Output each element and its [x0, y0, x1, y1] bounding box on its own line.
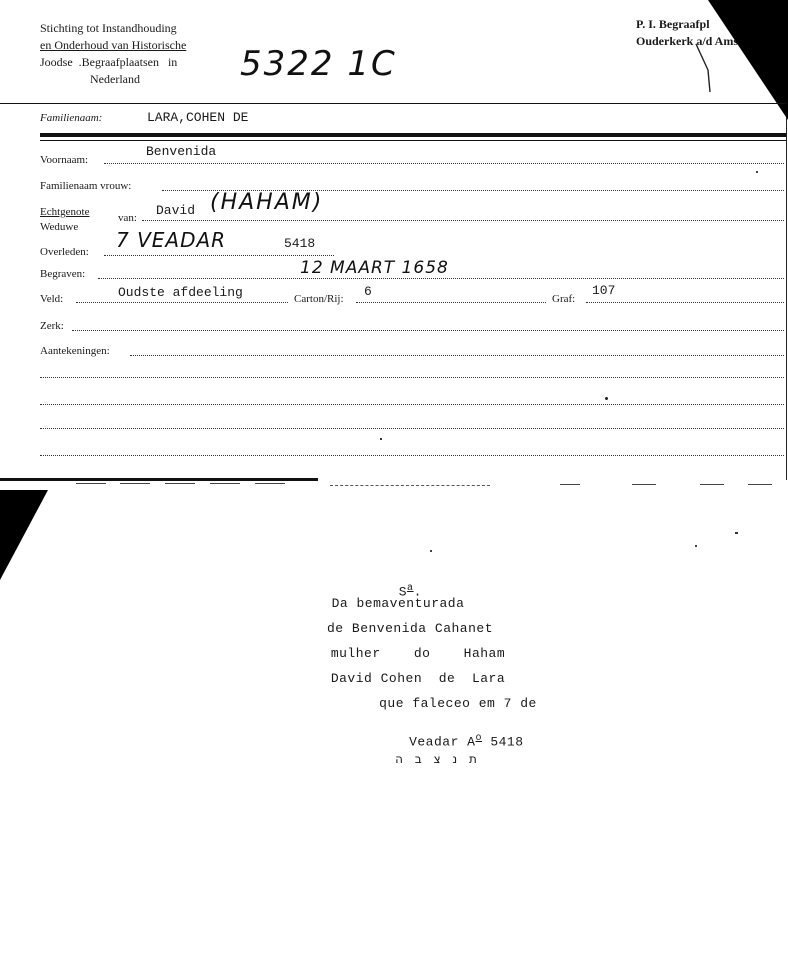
scan-edge-dash-4	[210, 483, 240, 484]
inscription-dot: .	[413, 584, 422, 600]
voornaam-line	[104, 163, 784, 164]
veld-value: Oudste afdeeling	[118, 285, 243, 300]
familienaam-value: LARA,COHEN DE	[147, 110, 249, 125]
van-label: van:	[118, 212, 137, 224]
graf-value: 107	[592, 283, 616, 298]
zerk-line	[72, 330, 784, 331]
cemetery-location: Ouderkerk a/d Amst	[636, 34, 743, 48]
voornaam-value: Benvenida	[146, 144, 217, 159]
carton-value: 6	[364, 284, 372, 299]
top-rule	[0, 103, 786, 104]
organization-line-4: Nederland	[90, 72, 140, 86]
scan-speck-6	[695, 545, 697, 547]
overleden-line	[104, 255, 334, 256]
scan-edge-dash-9	[700, 484, 724, 485]
familienaam-vrouw-label: Familienaam vrouw:	[40, 180, 132, 192]
scan-speck-4	[430, 550, 432, 552]
carton-label: Carton/Rij:	[294, 293, 344, 305]
inscription-sup-o: o	[475, 733, 483, 744]
inscription-sup-a: a	[407, 583, 414, 594]
aantekeningen-line-4	[40, 428, 784, 429]
scan-edge-dash-10	[748, 484, 772, 485]
scan-speck-3	[735, 532, 738, 534]
organization-line-3: Joodse .Begraafplaatsen in	[40, 55, 178, 69]
cemetery-name: P. I. Begraafpl	[636, 17, 710, 31]
voornaam-label: Voornaam:	[40, 154, 89, 166]
scan-edge-dash-5	[255, 483, 285, 484]
van-line	[142, 220, 784, 221]
scan-edge-dash-8	[632, 484, 656, 485]
scan-speck-1	[605, 397, 608, 400]
pencil-stroke-mark	[690, 40, 730, 100]
inscription-line-7	[0, 718, 788, 749]
inscription-line-2: Da bemaventurada	[331, 596, 465, 611]
aantekeningen-line-1	[130, 355, 784, 356]
inscription-line-3: de Benvenida Cahanet	[326, 621, 494, 636]
begraven-line	[98, 278, 784, 279]
inscription-year: 5418	[482, 734, 524, 750]
weduwe-label: Weduwe	[40, 221, 79, 233]
aantekeningen-line-3	[40, 404, 784, 405]
inscription-s: S	[398, 584, 408, 600]
corner-shadow-left	[0, 490, 48, 580]
inscription-line-6: que faleceo em 7 de	[379, 696, 537, 711]
scan-speck-2	[380, 438, 382, 440]
organization-line-2: en Onderhoud van Historische	[40, 38, 187, 52]
scan-edge-dash-7	[560, 484, 580, 485]
scan-edge-dash-2	[120, 483, 150, 484]
scan-edge-dash-6	[330, 485, 490, 486]
organization-line-1: Stichting tot Instandhouding	[40, 21, 177, 35]
scan-edge-dash-3	[165, 483, 195, 484]
echtgenote-label: Echtgenote	[40, 206, 90, 218]
inscription-hebrew: ת נ צ ב ה	[395, 752, 481, 766]
graf-label: Graf:	[552, 293, 576, 305]
aantekeningen-line-5	[40, 455, 784, 456]
inscription-veadar: Veadar A	[409, 734, 476, 750]
inscription-line-4: mulher do Haham	[330, 646, 506, 661]
overleden-label: Overleden:	[40, 246, 89, 258]
organization-block	[40, 20, 186, 88]
carton-line	[356, 302, 546, 303]
overleden-year: 5418	[284, 236, 316, 251]
aantekeningen-line-2	[40, 377, 784, 378]
van-annotation: (HAHAM)	[210, 190, 324, 215]
scan-edge-dash-1	[76, 483, 106, 484]
thin-rule-under	[40, 140, 786, 141]
thick-rule	[40, 133, 786, 137]
begraven-value: 12 MAART 1658	[300, 258, 449, 278]
familienaam-label: Familienaam:	[40, 112, 103, 124]
card-bottom-rule	[0, 478, 318, 481]
aantekeningen-label: Aantekeningen:	[40, 345, 110, 357]
zerk-label: Zerk:	[40, 320, 64, 332]
inscription-line-5: David Cohen de Lara	[330, 671, 506, 686]
inscription-line-1	[0, 568, 788, 599]
begraven-label: Begraven:	[40, 268, 86, 280]
scan-speck-5	[756, 171, 758, 173]
veld-label: Veld:	[40, 293, 64, 305]
card-number: 5322 1C	[240, 44, 397, 84]
veld-line	[76, 302, 288, 303]
overleden-handwritten: 7 VEADAR	[116, 228, 227, 252]
graf-line	[586, 302, 784, 303]
van-value: David	[156, 203, 196, 218]
